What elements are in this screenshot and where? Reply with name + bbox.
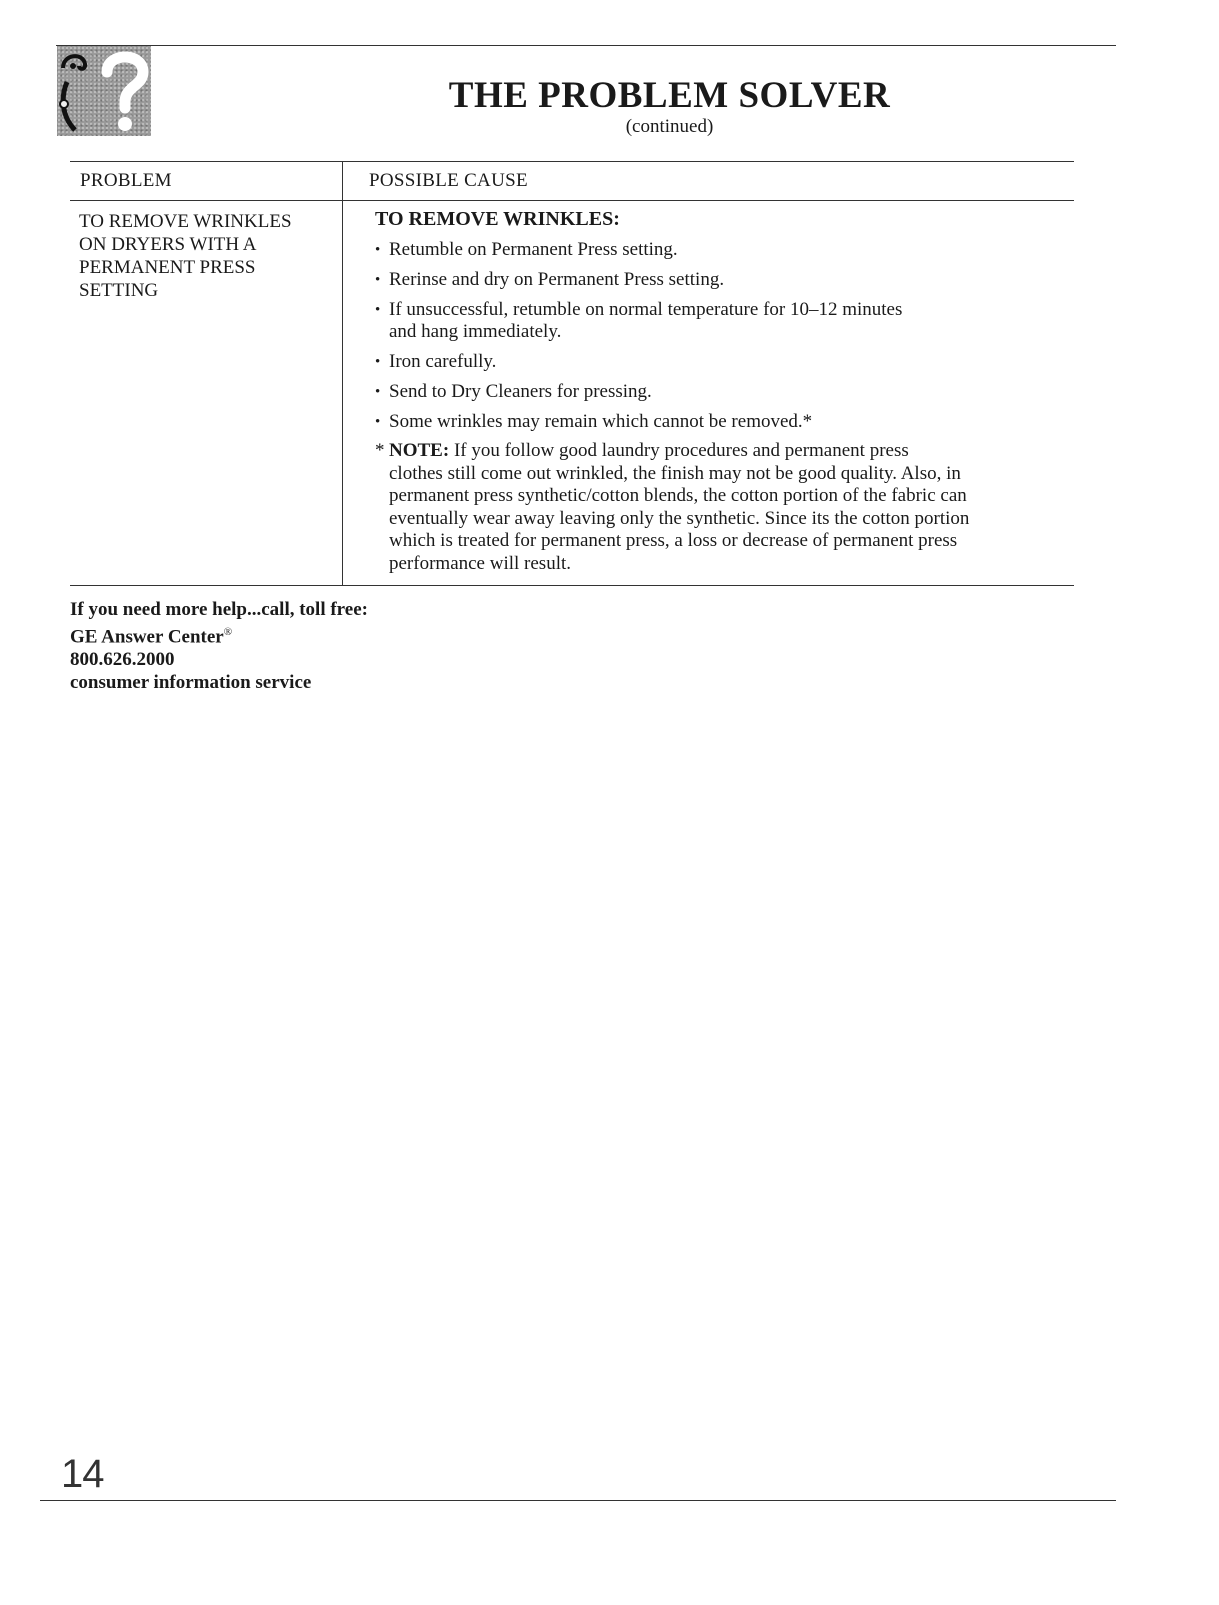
note-line: performance will result. (389, 552, 572, 574)
page-number: 14 (61, 1452, 104, 1496)
table-column-divider (342, 162, 343, 586)
list-item: • Retumble on Permanent Press setting. (375, 239, 678, 260)
column-header-possible-cause: POSSIBLE CAUSE (369, 170, 528, 191)
note-line: If you follow good laundry procedures and permanent press (453, 440, 909, 461)
problem-line: SETTING (79, 280, 159, 301)
list-item: • Iron carefully. (375, 351, 497, 372)
note-line: permanent press synthetic/cotton blends, the cotton portion of the fabric can (389, 485, 967, 506)
bullet-icon: • (375, 242, 381, 258)
possible-cause-cell (375, 208, 1075, 575)
bullet-icon: • (375, 414, 381, 430)
problem-line: TO REMOVE WRINKLES (79, 211, 292, 232)
problem-cell (79, 210, 334, 302)
cause-heading: TO REMOVE WRINKLES: (375, 208, 620, 230)
page-title: THE PROBLEM SOLVER (448, 75, 891, 116)
bullet-icon: • (375, 354, 381, 370)
bullet-icon: • (375, 272, 381, 288)
table-header-rule (70, 200, 1074, 201)
list-item: • Rerinse and dry on Permanent Press setting. (375, 269, 725, 290)
asterisk-icon: * (375, 440, 385, 461)
table-top-rule (70, 161, 1074, 162)
phone-number: 800.626.2000 (70, 649, 175, 671)
top-rule (56, 45, 1116, 46)
list-item: • If unsuccessful, retumble on normal temperature for 10–12 minutes and hang immediately. (375, 299, 903, 342)
note-line: eventually wear away leaving only the synthetic. Since its the cotton portion (389, 507, 970, 529)
list-item: • Send to Dry Cleaners for pressing. (375, 381, 652, 402)
bottom-rule (40, 1500, 1116, 1501)
cause-list (375, 239, 1075, 433)
bullet-icon: • (375, 384, 381, 400)
note-paragraph (375, 440, 1075, 575)
page-subtitle: (continued) (625, 116, 714, 137)
list-item: • Some wrinkles may remain which cannot be removed.* (375, 411, 813, 432)
help-intro: If you need more help...call, toll free: (70, 599, 368, 620)
help-contact-block (70, 598, 368, 694)
problem-line: PERMANENT PRESS (79, 257, 256, 278)
bullet-icon: • (375, 302, 381, 318)
column-header-problem: PROBLEM (80, 170, 172, 191)
table-bottom-rule (70, 585, 1074, 586)
answer-center-name: GE Answer Center® (70, 626, 233, 648)
service-description: consumer information service (70, 672, 312, 694)
problem-line: ON DRYERS WITH A (79, 234, 257, 255)
note-line: which is treated for permanent press, a loss or decrease of permanent press (389, 530, 958, 551)
note-line: clothes still come out wrinkled, the finish may not be good quality. Also, in (389, 462, 961, 484)
note-label: NOTE: (389, 440, 450, 461)
